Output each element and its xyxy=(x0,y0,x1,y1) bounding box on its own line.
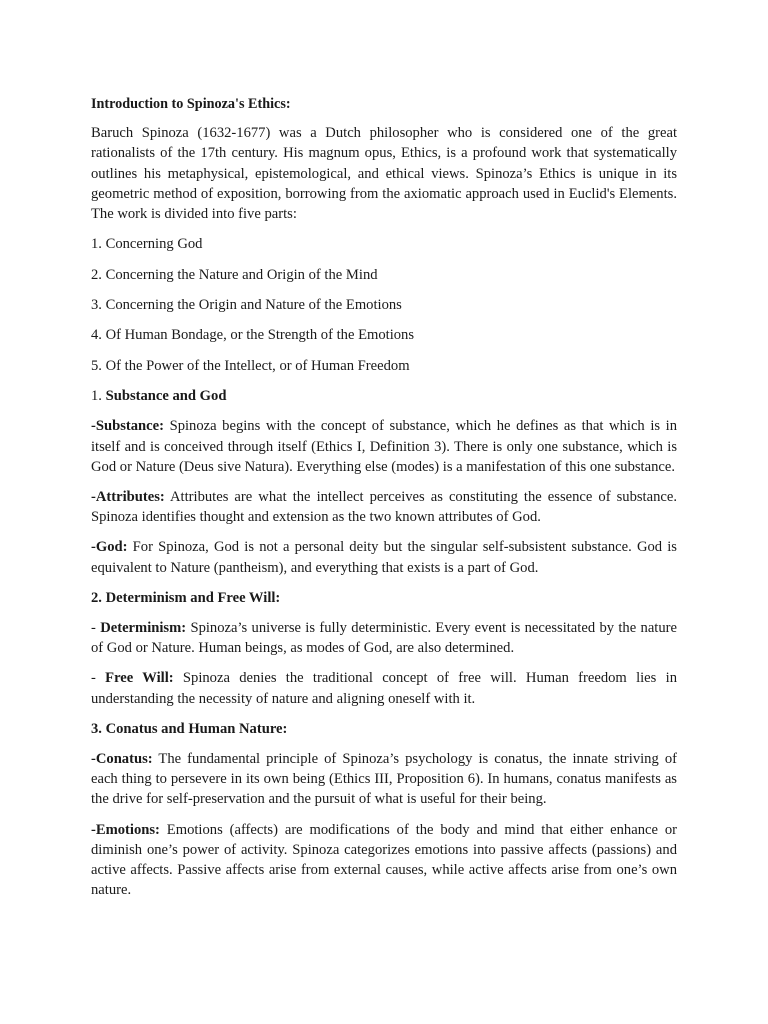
document-page xyxy=(91,94,677,910)
determinism-term: Determinism: xyxy=(100,620,187,636)
part-list-item-3: 3. Concerning the Origin and Nature of the Emotions xyxy=(91,297,402,313)
section-1-heading-text: Substance and God xyxy=(105,388,227,405)
substance-paragraph xyxy=(91,416,677,477)
conatus-term: -Conatus: xyxy=(91,751,153,768)
determinism-paragraph xyxy=(91,618,677,658)
god-paragraph xyxy=(91,537,677,577)
emotions-paragraph xyxy=(91,820,677,901)
conatus-paragraph xyxy=(91,749,677,810)
attributes-term: -Attributes: xyxy=(91,488,165,505)
free-will-term: Free Will: xyxy=(105,670,174,687)
conatus-text: The fundamental principle of Spinoza’s psychology is conatus, the innate striving of each thing to persevere in its own being (Ethics III, Proposition 6). In humans, conatus manifests as the drive for self-preservation and the pursuit of what is useful for their being. xyxy=(91,751,677,808)
free-will-prefix: - xyxy=(91,670,106,687)
attributes-text: Attributes are what the intellect perceives as constituting the essence of substance. Spinoza identifies thought and extension as the two known attributes of God. xyxy=(91,488,677,526)
emotions-term: -Emotions: xyxy=(91,821,160,838)
section-1-heading xyxy=(91,386,677,406)
substance-term: -Substance: xyxy=(91,418,164,435)
determinism-prefix: - xyxy=(91,620,101,636)
attributes-paragraph xyxy=(91,487,677,527)
intro-paragraph: Baruch Spinoza (1632-1677) was a Dutch philosopher who is considered one of the great rationalists of the 17th century. His magnum opus, Ethics, is a profound work that systematically outlines his metaphysical, epistemological, and ethical views. Spinoza’s Ethics is unique in its geometric method of exposition, borrowing from the axiomatic approach used in Euclid's Elements. The work is divided into five parts: xyxy=(91,125,677,223)
substance-text: Spinoza begins with the concept of substance, which he defines as that which is in itself and is conceived through itself (Ethics I, Definition 3). There is only one substance, which is God or Nature (Deus sive Natura). Everything else (modes) is a manifestation of this one substance. xyxy=(91,418,677,475)
god-term: -God: xyxy=(91,539,128,556)
part-list-item-4: 4. Of Human Bondage, or the Strength of the Emotions xyxy=(91,327,415,344)
part-list-item-5: 5. Of the Power of the Intellect, or of Human Freedom xyxy=(91,357,410,374)
document-title: Introduction to Spinoza's Ethics: xyxy=(91,96,291,112)
section-2-heading: 2. Determinism and Free Will: xyxy=(91,589,281,606)
determinism-text: Spinoza’s universe is fully deterministic. Every event is necessitated by the nature of God or Nature. Human beings, as modes of God, are also determined. xyxy=(91,620,677,657)
god-text: For Spinoza, God is not a personal deity but the singular self-subsistent substance. God is equivalent to Nature (pantheism), and everything that exists is a part of God. xyxy=(91,539,677,576)
part-list-item-2: 2. Concerning the Nature and Origin of the Mind xyxy=(91,266,378,283)
free-will-text: Spinoza denies the traditional concept of free will. Human freedom lies in understanding the necessity of nature and aligning oneself with it. xyxy=(91,670,677,707)
part-list-item-1: 1. Concerning God xyxy=(91,236,203,253)
free-will-paragraph xyxy=(91,668,677,708)
section-3-heading: 3. Conatus and Human Nature: xyxy=(91,720,288,737)
emotions-text: Emotions (affects) are modifications of the body and mind that either enhance or diminish one’s power of activity. Spinoza categorizes emotions into passive affects (passions) and active affects. Passive affects arise from external causes, while active affects arise from one’s own nature. xyxy=(91,821,677,899)
section-1-number: 1. xyxy=(91,388,106,405)
